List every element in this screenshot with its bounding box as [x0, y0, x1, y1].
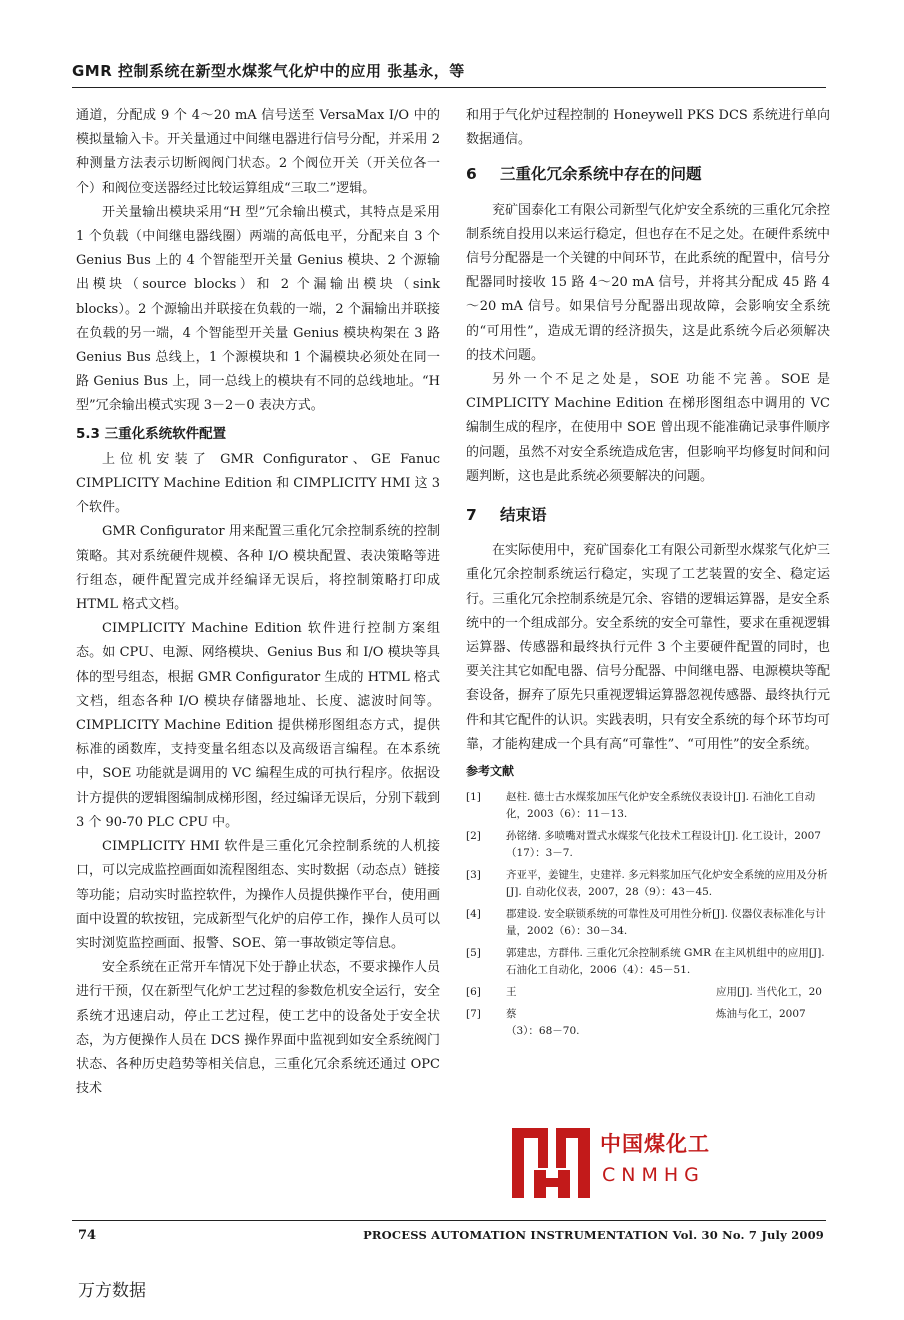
- paragraph: 和用于气化炉过程控制的 Honeywell PKS DCS 系统进行单向数据通信。: [466, 108, 830, 148]
- reference-number: [3]: [466, 869, 481, 882]
- reference-item: [466, 906, 830, 940]
- source-watermark: 万方数据: [78, 1281, 146, 1301]
- left-column: [76, 104, 440, 1101]
- section-number: 6: [466, 165, 477, 184]
- right-column: [466, 104, 830, 1045]
- paragraph: 另外一个不足之处是，SOE 功能不完善。SOE 是 CIMPLICITY Machine Edition 在梯形图组态中调用的 VC 编制生成的程序，在使用中 SOE 曾出现不能准确记录事件顺序的问题，虽然不对安全系统造成危害，但影响平均修复时间和问题判断，这也是此系统必须要解决的问题。: [466, 372, 831, 484]
- section-title: 结束语: [500, 506, 547, 525]
- references-heading: 参考文献: [466, 764, 515, 779]
- reference-number: [4]: [466, 908, 481, 921]
- paragraph: CIMPLICITY Machine Edition 软件进行控制方案组态。如 CPU、电源、网络模块、Genius Bus 和 I/O 模块等具体的型号组态，根据 GMR Configurator 生成的 HTML 格式文档，组态各种 I/O 模块存储器地址、长度、滤波时间等。CIMPLICITY Machine Edition 提供梯形图组态方式，提供标准的函数库，支持变量名组态以及高级语言编程。在本系统中，SOE 功能就是调用的 VC 编程生成的可执行程序。依据设计方提供的逻辑图编制成梯形图，经过编译无误后，分别下载到 3 个 90-70 PLC CPU 中。: [76, 621, 441, 830]
- reference-number: [2]: [466, 830, 481, 843]
- section-number: 7: [466, 506, 477, 525]
- reference-item: [466, 828, 830, 862]
- running-head: GMR 控制系统在新型水煤浆气化炉中的应用 张基永，等: [72, 62, 465, 80]
- reference-text: 孙铭绪. 多喷嘴对置式水煤浆气化技术工程设计[J]. 化工设计，2007（17）：3－7.: [506, 830, 821, 860]
- watermark-cn: 中国煤化工: [600, 1132, 710, 1156]
- paragraph: 通道，分配成 9 个 4～20 mA 信号送至 VersaMax I/O 中的模拟量输入卡。开关量通过中间继电器进行信号分配，并采用 2 种测量方法表示切断阀阀门状态。2 个阀位开关（开关位各一个）和阀位变送器经过比较运算组成“三取二”逻辑。: [76, 108, 440, 196]
- subsection-heading: 5.3 三重化系统软件配置: [76, 425, 227, 442]
- reference-text: 蔡 炼油与化工，2007（3）：68－70.: [506, 1008, 806, 1038]
- paragraph: 上位机安装了 GMR Configurator、GE Fanuc CIMPLICITY Machine Edition 和 CIMPLICITY HMI 这 3 个软件。: [76, 451, 440, 516]
- paragraph: 开关量输出模块采用“H 型”冗余输出模式，其特点是采用 1 个负载（中间继电器线圈）两端的高低电平，分配来自 3 个 Genius Bus 上的 4 个智能型开关量 Genius 模块、2 个源输出模块（source blocks）和 2 个漏输出模块（sink blocks）。2 个源输出并联接在负载的一端，2 个漏输出并联接在负载的另一端，4 个智能型开关量 Genius 模块构架在 3 路 Genius Bus 总线上，1 个源模块和 1 个漏模块必须处在同一路 Genius Bus 上，同一总线上的模块有不同的总线地址。“H 型”冗余输出模式实现 3－2－0 表决方式。: [76, 204, 440, 414]
- watermark-en: CNMHG: [602, 1164, 705, 1186]
- paragraph: 安全系统在正常开车情况下处于静止状态，不要求操作人员进行干预，仅在新型气化炉工艺过程的参数危机安全运行，安全系统才迅速启动，停止工艺过程，使工艺中的设备处于安全状态，为方便操作人员在 DCS 操作界面中监视到如安全系统阀门状态、各种历史趋势等相关信息，三重化冗余系统还通过 OPC 技术: [76, 960, 441, 1097]
- reference-number: [1]: [466, 791, 481, 804]
- paragraph: 兖矿国泰化工有限公司新型气化炉安全系统的三重化冗余控制系统自投用以来运行稳定，但也存在不足之处。在硬件系统中信号分配器是一个关键的中间环节，在此系统的配置中，信号分配器同时接收 15 路 4～20 mA 信号，并将其分配成 45 路 4～20 mA 信号。如果信号分配器出现故障，会影响安全系统的“可用性”，造成无谓的经济损失，这是此系统今后必须解决的技术问题。: [466, 202, 831, 363]
- reference-item: [466, 945, 830, 979]
- watermark-logo: [506, 1120, 836, 1206]
- reference-text: 王 应用[J]. 当代化工，20: [506, 986, 822, 999]
- reference-number: [5]: [466, 947, 481, 960]
- header-rule: [72, 87, 826, 88]
- page-number: 74: [78, 1228, 97, 1243]
- reference-text: 赵柱. 德士古水煤浆加压气化炉安全系统仪表设计[J]. 石油化工自动化，2003（6）：11－13.: [506, 791, 816, 821]
- reference-text: 郭建忠，方群伟. 三重化冗余控制系统 GMR 在主风机组中的应用[J]. 石油化工自动化，2006（4）：45－51.: [506, 947, 825, 977]
- paragraph: CIMPLICITY HMI 软件是三重化冗余控制系统的人机接口，可以完成监控画面如流程图组态、实时数据（动态点）链接等功能；启动实时监控软件，为操作人员提供操作平台，使用画面中设置的软按钮，完成新型气化炉的启停工作，操作人员可以实时浏览监控画面、报警、SOE、第一事故锁定等信息。: [76, 839, 441, 951]
- reference-item: [466, 867, 830, 901]
- journal-footer: PROCESS AUTOMATION INSTRUMENTATION Vol. 30 No. 7 July 2009: [363, 1228, 824, 1242]
- section-title: 三重化冗余系统中存在的问题: [500, 165, 702, 184]
- paragraph: 在实际使用中，兖矿国泰化工有限公司新型水煤浆气化炉三重化冗余控制系统运行稳定，实现了工艺装置的安全、稳定运行。三重化冗余控制系统是冗余、容错的逻辑运算器，是安全系统中的一个组成部分。安全系统的安全可靠性，要求在重视逻辑运算器、传感器和最终执行元件 3 个主要硬件配置的同时，也要关注其它如配电器、信号分配器、中间继电器、电源模块等配套设备，摒弃了原先只重视逻辑运算器忽视传感器、最终执行元件和其它配件的认识。实践表明，只有安全系统的每个环节均可靠，才能构建成一个具有高“可靠性”、“可用性”的安全系统。: [466, 543, 831, 752]
- reference-text: 齐亚平，姜键生，史建祥. 多元料浆加压气化炉安全系统的应用及分析[J]. 自动化仪表，2007，28（9）：43－45.: [506, 869, 828, 899]
- footer-rule: [72, 1220, 826, 1221]
- reference-number: [6]: [466, 986, 481, 999]
- paragraph: GMR Configurator 用来配置三重化冗余控制系统的控制策略。其对系统硬件规模、各种 I/O 模块配置、表决策略等进行组态，硬件配置完成并经编译无误后，将控制策略打印成 HTML 格式文档。: [76, 524, 440, 613]
- reference-item: [466, 789, 830, 823]
- reference-text: 郡建设. 安全联锁系统的可靠性及可用性分析[J]. 仪器仪表标准化与计量，2002（6）：30－34.: [506, 908, 826, 938]
- reference-item: [466, 1006, 830, 1040]
- reference-number: [7]: [466, 1008, 481, 1021]
- section-heading-6: [466, 162, 830, 186]
- section-heading-7: [466, 503, 830, 527]
- reference-list: [466, 789, 830, 1040]
- reference-item: [466, 984, 830, 1001]
- mh-logo-icon: [506, 1120, 596, 1206]
